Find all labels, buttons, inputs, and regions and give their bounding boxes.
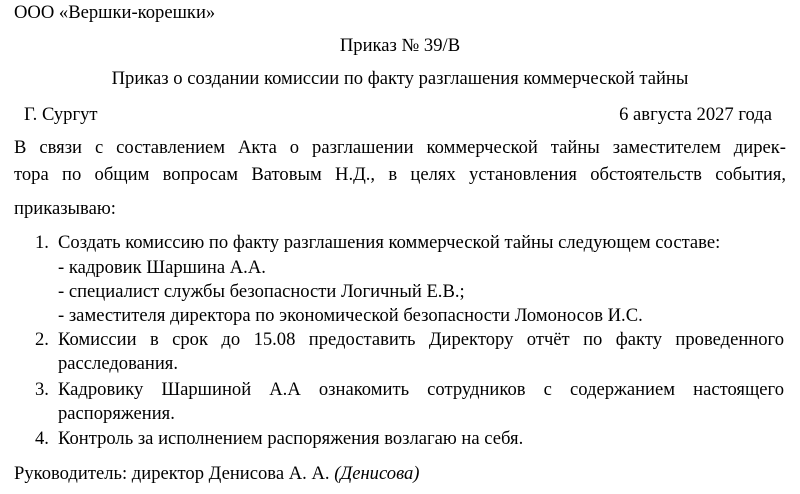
item-number: 1. — [35, 232, 49, 253]
order-date: 6 августа 2027 года — [619, 104, 772, 125]
order-word: приказываю: — [14, 198, 116, 219]
item-2-line-2: расследования. — [58, 353, 178, 374]
item-2-line-1: Комиссии в срок до 15.08 предоставить Директору отчёт по факту проведенного — [58, 329, 784, 350]
organization-name: ООО «Вершки-корешки» — [14, 2, 216, 23]
item-3-line-2: распоряжения. — [58, 403, 175, 424]
commission-member: - заместителя директора по экономической безопасности Ломоносов И.С. — [58, 305, 643, 326]
order-title: Приказ о создании комиссии по факту разглашения коммерческой тайны — [111, 68, 689, 89]
commission-member: - специалист службы безопасности Логичный Е.В.; — [58, 281, 465, 302]
signature-label: Руководитель: директор Денисова А. А. — [14, 463, 330, 484]
preamble-line-1: В связи с составлением Акта о разглашении коммерческой тайны заместителем дирек- — [14, 137, 786, 158]
preamble-line-2: тора по общим вопросам Ватовым Н.Д., в целях установления обстоятельств события, — [14, 164, 786, 185]
item-3-line-1: Кадровику Шаршиной А.А ознакомить сотрудников с содержанием настоящего — [58, 379, 784, 400]
item-number: 4. — [35, 428, 49, 449]
handwritten-signature: (Денисова) — [334, 463, 420, 484]
item-number: 3. — [35, 379, 49, 400]
commission-member: - кадровик Шаршина А.А. — [58, 257, 266, 278]
item-1-text: Создать комиссию по факту разглашения коммерческой тайны следующем составе: — [58, 232, 721, 253]
item-4-text: Контроль за исполнением распоряжения возлагаю на себя. — [58, 428, 524, 449]
order-number: Приказ № 39/В — [339, 35, 461, 56]
signature-line — [14, 463, 420, 485]
city: Г. Сургут — [24, 104, 98, 125]
item-number: 2. — [35, 329, 49, 350]
